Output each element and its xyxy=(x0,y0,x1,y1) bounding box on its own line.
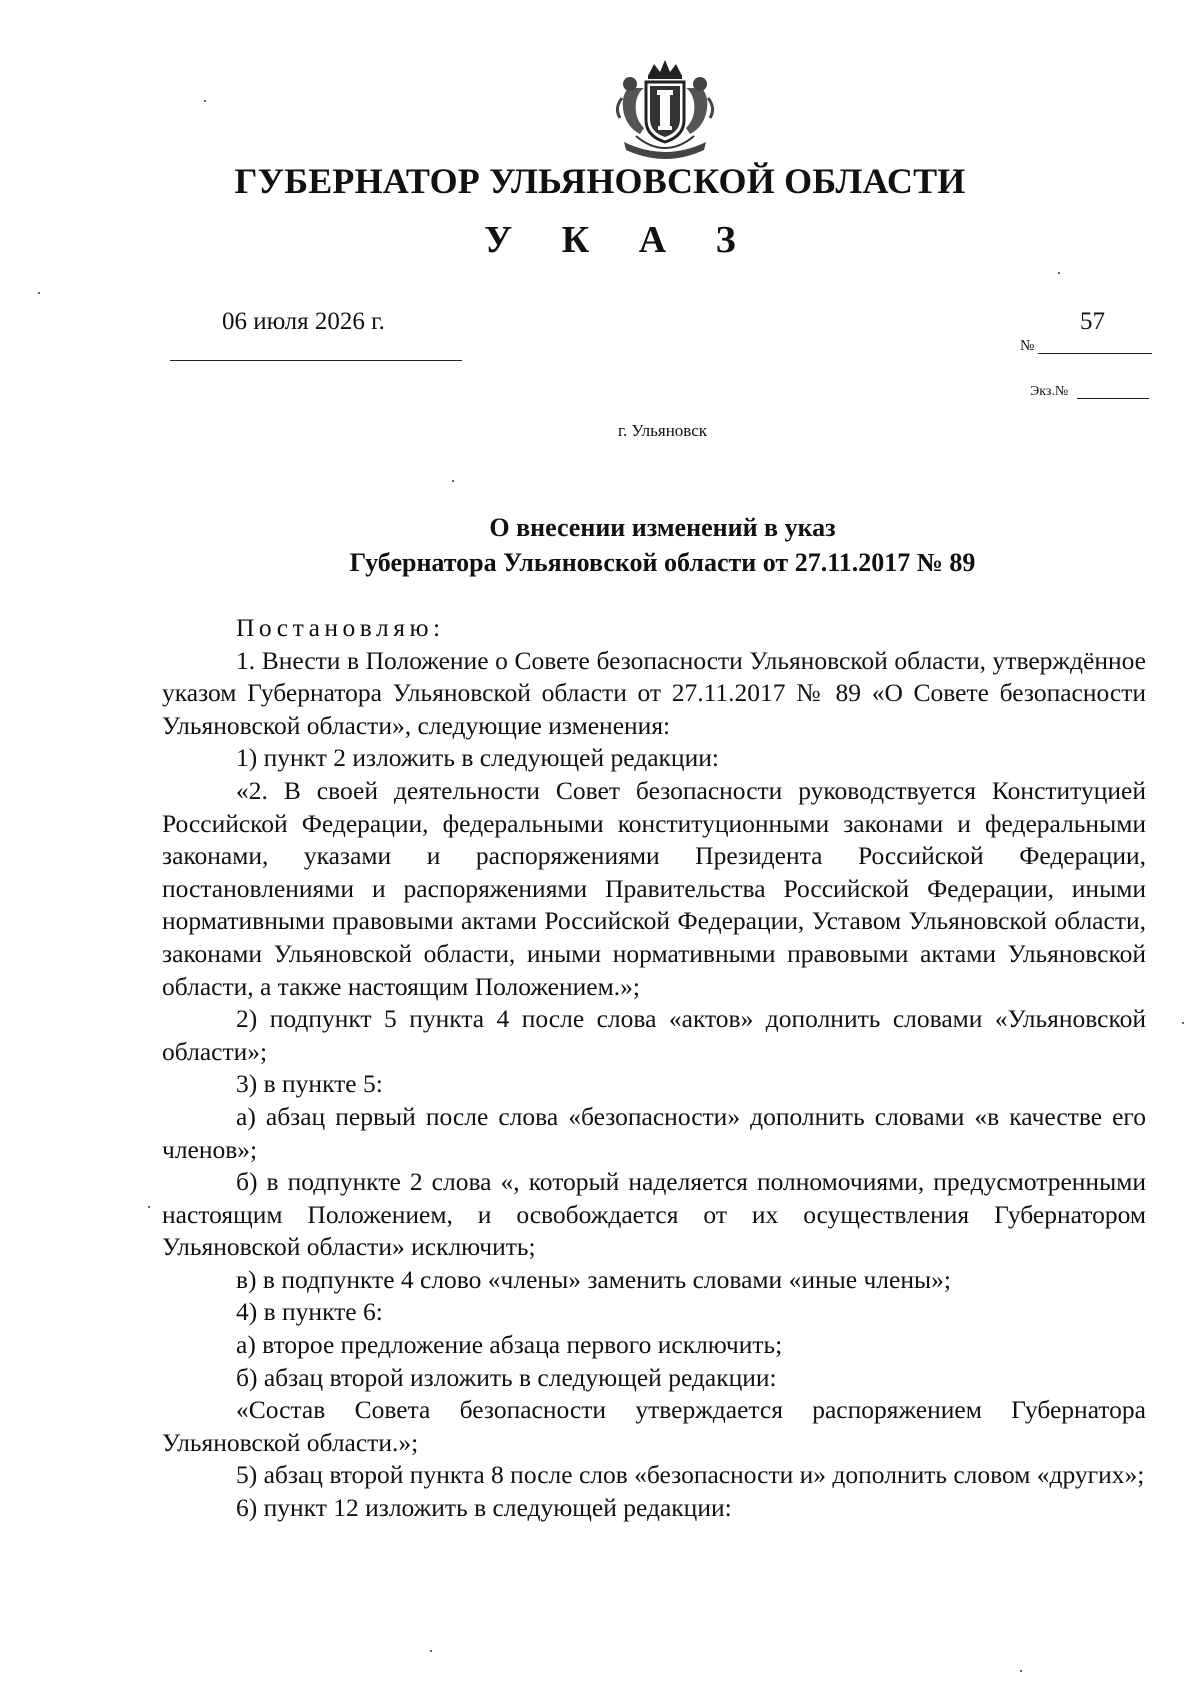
body-paragraph: Постановляю: xyxy=(236,613,445,642)
scan-speck xyxy=(38,292,40,294)
copy-number-underline xyxy=(1077,398,1149,399)
decree-date: 06 июля 2026 г. xyxy=(222,308,385,335)
scan-speck xyxy=(1182,1022,1184,1024)
body-paragraph: «Состав Совета безопасности утверждается распоряжением Губернатора Ульяновской области.»; xyxy=(162,1395,1146,1457)
body-paragraph: б) в подпункте 2 слова «, который наделяется полномочиями, предусмотренными настоящим Положением, и освобождается от их осуществления Губернатором Ульяновской области» исключить; xyxy=(162,1167,1146,1262)
body-paragraph: 1) пункт 2 изложить в следующей редакции: xyxy=(236,743,719,773)
body-paragraph: 2) подпункт 5 пункта 4 после слова «актов» дополнить словами «Ульяновской области»; xyxy=(162,1004,1146,1066)
coat-of-arms-emblem xyxy=(610,58,720,170)
scan-speck xyxy=(452,480,454,482)
scan-speck xyxy=(1058,272,1060,274)
scan-speck xyxy=(1020,1670,1022,1672)
number-underline xyxy=(1038,353,1152,354)
document-type-heading: У К А З xyxy=(484,219,756,261)
issue-city: г. Ульяновск xyxy=(617,421,708,440)
body-paragraph: а) второе предложение абзаца первого исключить; xyxy=(236,1330,783,1360)
scan-speck xyxy=(430,1650,432,1652)
body-paragraph: 3) в пункте 5: xyxy=(236,1069,383,1099)
decree-number-label: № xyxy=(1020,338,1035,354)
document-title xyxy=(0,510,1200,580)
document-body xyxy=(162,612,1146,1525)
body-paragraph: 4) в пункте 6: xyxy=(236,1297,383,1327)
body-paragraph: а) абзац первый после слова «безопасности» дополнить словами «в качестве его членов»; xyxy=(162,1101,1146,1164)
body-paragraph: 5) абзац второй пункта 8 после слов «безопасности и» дополнить словом «других»; xyxy=(236,1460,1145,1490)
title-line-1: О внесении изменений в указ xyxy=(489,513,836,542)
body-paragraph: 6) пункт 12 изложить в следующей редакции: xyxy=(236,1493,732,1523)
decree-number: 57 xyxy=(1080,308,1105,335)
issuing-authority-heading: ГУБЕРНАТОР УЛЬЯНОВСКОЙ ОБЛАСТИ xyxy=(234,161,966,201)
body-paragraph: «2. В своей деятельности Совет безопасности руководствуется Конституцией Российской Федерации, федеральными конституционными законами и федеральными законами, указами и распоряжениями Президента Российской Федерации, постановлениями и распоряжениями Правительства Российской Федерации, иными нормативными правовыми актами Российской Федерации, Уставом Ульяновской области, законами Ульяновской области, иными нормативными правовыми актами Ульяновской области, а также настоящим Положением.»; xyxy=(162,775,1146,1001)
copy-number-label: Экз.№ xyxy=(1030,384,1069,399)
body-paragraph: б) абзац второй изложить в следующей редакции: xyxy=(236,1362,777,1392)
body-paragraph: в) в подпункте 4 слово «члены» заменить словами «иные члены»; xyxy=(236,1264,951,1294)
body-paragraph: 1. Внести в Положение о Совете безопасности Ульяновской области, утверждённое указом Губернатора Ульяновской области от 27.11.2017 № 89 «О Совете безопасности Ульяновской области», следующие изменения: xyxy=(162,645,1146,740)
scan-speck xyxy=(148,1206,150,1208)
date-underline xyxy=(170,360,462,361)
scan-speck xyxy=(204,100,206,102)
title-line-2: Губернатора Ульяновской области от 27.11.2017 № 89 xyxy=(349,548,976,577)
